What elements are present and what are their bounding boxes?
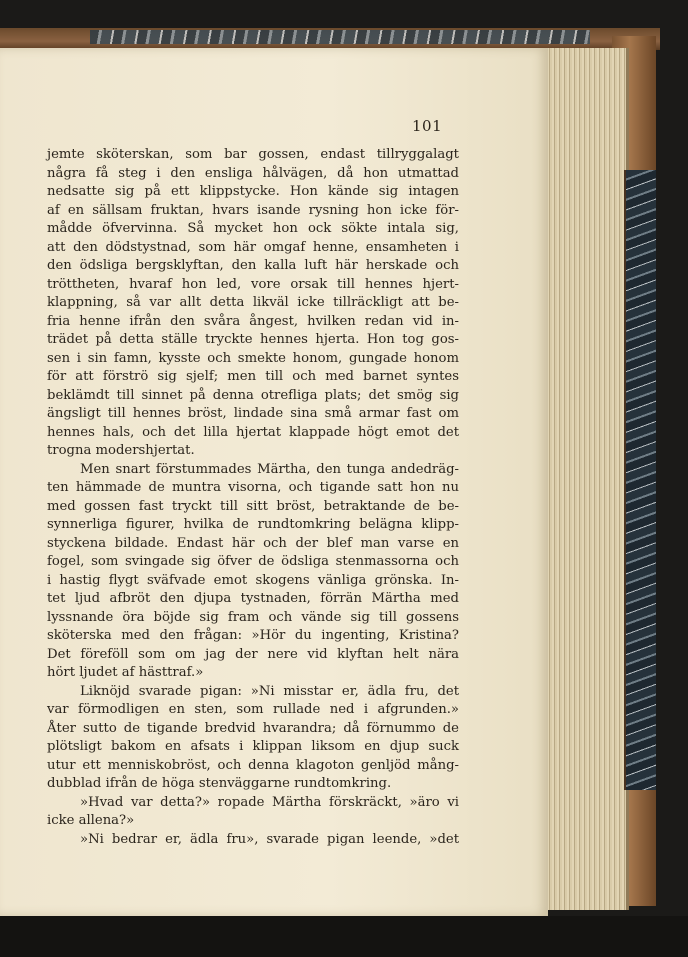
- text-line: sköterska med den frågan: »Hör du ingenting, Kristina?: [47, 628, 459, 643]
- text-line: »Ni bedrar er, ädla fru», svarade pigan leende, »det: [80, 831, 459, 847]
- text-line: hört ljudet af hästtraf.»: [47, 665, 204, 680]
- text-line: »Hvad var detta?» ropade Märtha förskräckt, »äro vi: [80, 794, 459, 810]
- text-line: plötsligt bakom en afsats i klippan liksom en djup suck: [47, 739, 459, 754]
- text-line: utur ett menniskobröst, och denna klagoton genljöd mång-: [47, 757, 459, 773]
- text-line: dubblad ifrån de höga stenväggarne rundtomkring.: [47, 776, 392, 791]
- text-line: i hastig flygt sväfvade emot skogens vänliga grönska. In-: [47, 572, 459, 588]
- text-line: tröttheten, hvaraf hon led, vore orsak till hennes hjert-: [47, 276, 459, 292]
- text-line: ängsligt till hennes bröst, lindade sina små armar fast om: [47, 406, 459, 421]
- text-line: fria henne ifrån den svåra ångest, hvilken redan vid in-: [47, 313, 459, 329]
- marbled-endpaper-top: [90, 30, 590, 44]
- text-line: af en sällsam fruktan, hvars isande rysning hon icke för-: [47, 202, 459, 218]
- text-line: beklämdt till sinnet på denna otrefliga plats; det smög sig: [47, 387, 459, 403]
- text-line: sen i sin famn, kysste och smekte honom, gungade honom: [47, 350, 459, 366]
- text-line: trädet på detta ställe tryckte hennes hjerta. Hon tog gos-: [47, 332, 459, 347]
- text-line: Åter sutto de tigande bredvid hvarandra; då förnummo de: [47, 720, 459, 736]
- text-line: den ödsliga bergsklyftan, den kalla luft här herskade och: [47, 258, 459, 273]
- text-line: att den dödstystnad, som här omgaf henne, ensamheten i: [47, 239, 459, 255]
- text-line: trogna modershjertat.: [47, 443, 195, 458]
- bottom-shadow: [0, 916, 688, 957]
- text-line: ten hämmade de muntra visorna, och tigande satt hon nu: [47, 480, 459, 495]
- text-line: fogel, som svingade sig öfver de ödsliga stenmassorna och: [47, 554, 459, 569]
- text-line: jemte sköterskan, som bar gossen, endast tillryggalagt: [47, 147, 459, 162]
- marbled-endpaper-right: [624, 170, 656, 790]
- text-line: tet ljud afbröt den djupa tystnaden, förrän Märtha med: [47, 591, 459, 606]
- text-line: Det föreföll som om jag der nere vid klyftan helt nära: [47, 646, 459, 662]
- text-line: nedsatte sig på ett klippstycke. Hon kände sig intagen: [47, 184, 459, 199]
- text-line: Liknöjd svarade pigan: »Ni misstar er, ädla fru, det: [80, 683, 459, 699]
- text-line: hennes hals, och det lilla hjertat klappade högt emot det: [47, 424, 459, 440]
- text-line: var förmodligen en sten, som rullade ned i afgrunden.»: [47, 702, 459, 717]
- text-line: klappning, så var allt detta likväl icke tillräckligt att be-: [47, 295, 459, 310]
- page-text: [47, 146, 459, 849]
- text-line: icke allena?»: [47, 813, 135, 828]
- text-line: lyssnande öra böjde sig fram och vände sig till gossens: [47, 609, 459, 625]
- text-line: med gossen fast tryckt till sitt bröst, betraktande de be-: [47, 498, 459, 514]
- text-line: för att förströ sig sjelf; men till och med barnet syntes: [47, 369, 459, 384]
- text-line: några få steg i den ensliga hålvägen, då hon utmattad: [47, 165, 459, 181]
- text-line: styckena bildade. Endast här och der blef man varse en: [47, 535, 459, 551]
- page-edges: [542, 48, 629, 910]
- page-number: 101: [412, 117, 443, 135]
- text-line: Men snart förstummades Märtha, den tunga andedräg-: [80, 461, 459, 477]
- text-line: mådde öfvervinna. Så mycket hon ock sökte intala sig,: [47, 221, 459, 236]
- text-line: synnerliga figurer, hvilka de rundtomkring belägna klipp-: [47, 517, 459, 532]
